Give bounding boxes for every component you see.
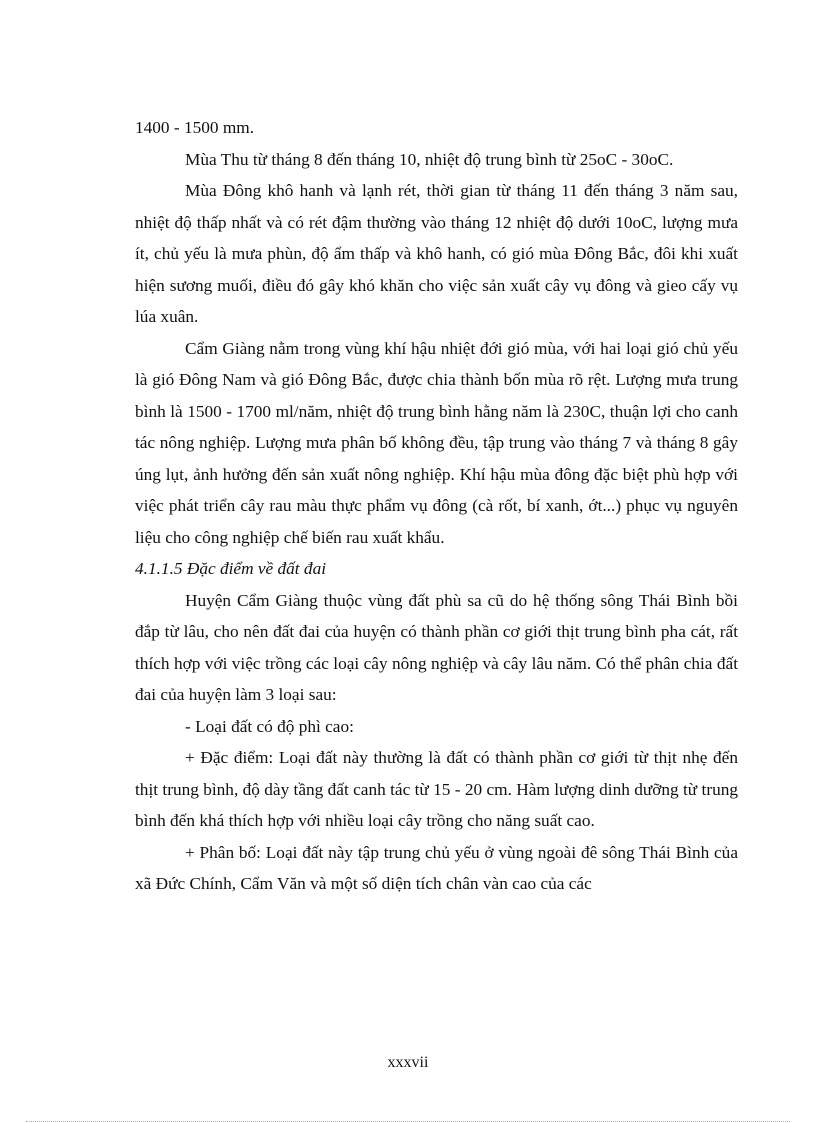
list-item: + Đặc điểm: Loại đất này thường là đất có thành phần cơ giới từ thịt nhẹ đến thịt trung bình, độ dày tầng đất canh tác từ 15 - 20 cm. Hàm lượng dinh dưỡng từ trung bình đến khá thích hợp với nhiều loại cây trồng cho năng suất cao. [135, 748, 738, 830]
paragraph: Cẩm Giàng nằm trong vùng khí hậu nhiệt đới gió mùa, với hai loại gió chủ yếu là gió Đông Nam và gió Đông Bắc, được chia thành bốn mùa rõ rệt. Lượng mưa trung bình là 1500 - 1700 ml/năm, nhiệt độ trung bình hằng năm là 230C, thuận lợi cho canh tác nông nghiệp. Lượng mưa phân bố không đều, tập trung vào tháng 7 và tháng 8 gây úng lụt, ảnh hưởng đến sản xuất nông nghiệp. Khí hậu mùa đông đặc biệt phù hợp với việc phát triển cây rau màu thực phẩm vụ đông (cà rốt, bí xanh, ớt...) phục vụ nguyên liệu cho công nghiệp chế biến rau xuất khẩu. [135, 338, 738, 547]
body-text [135, 112, 738, 900]
paragraph: Huyện Cẩm Giàng thuộc vùng đất phù sa cũ do hệ thống sông Thái Bình bồi đắp từ lâu, cho nên đất đai của huyện có thành phần cơ giới thịt trung bình pha cát, rất thích hợp với việc trồng các loại cây nông nghiệp và cây lâu năm. Có thể phân chia đất đai của huyện làm 3 loại sau: [135, 590, 738, 704]
paragraph: Mùa Thu từ tháng 8 đến tháng 10, nhiệt độ trung bình từ 25oC - 30oC. [185, 149, 674, 169]
list-item: - Loại đất có độ phì cao: [185, 716, 354, 736]
list-item: + Phân bố: Loại đất này tập trung chủ yếu ở vùng ngoài đê sông Thái Bình của xã Đức Chính, Cẩm Văn và một số diện tích chân vàn cao của các [135, 842, 738, 893]
section-heading: 4.1.1.5 Đặc điểm về đất đai [135, 559, 327, 578]
page-bottom-rule [26, 1121, 790, 1122]
page-number: xxxvii [387, 1054, 429, 1071]
paragraph: Mùa Đông khô hanh và lạnh rét, thời gian từ tháng 11 đến tháng 3 năm sau, nhiệt độ thấp nhất và có rét đậm thường vào tháng 12 nhiệt độ dưới 10oC, lượng mưa ít, chủ yếu là mưa phùn, độ ẩm thấp và khô hanh, có gió mùa Đông Bắc, đôi khi xuất hiện sương muối, điều đó gây khó khăn cho việc sản xuất cây vụ đông và gieo cấy vụ lúa xuân. [135, 181, 738, 326]
paragraph: 1400 - 1500 mm. [135, 118, 255, 137]
